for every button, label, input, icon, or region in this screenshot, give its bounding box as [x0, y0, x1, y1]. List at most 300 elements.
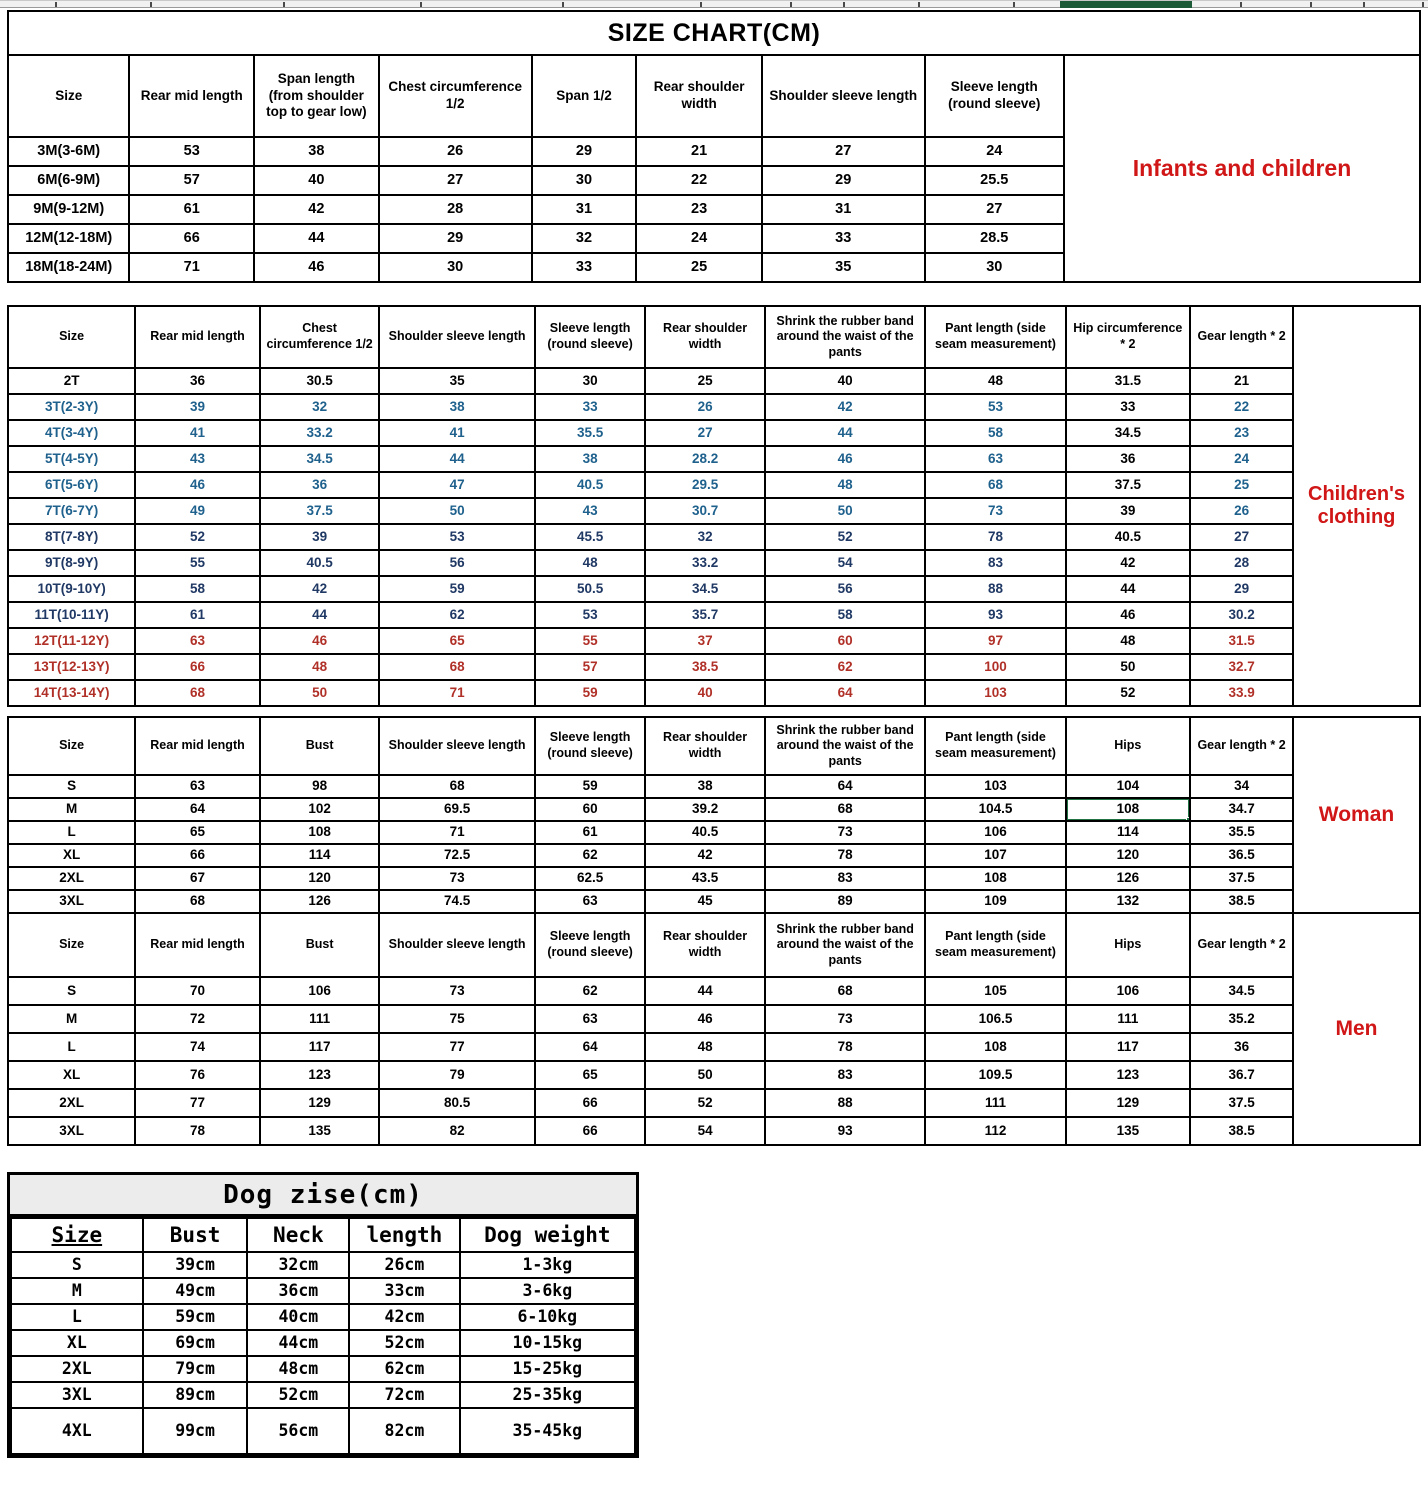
row-size-label: 4XL	[11, 1408, 143, 1454]
table-cell: 40.5	[260, 550, 380, 576]
table-cell: 30	[535, 368, 646, 394]
row-size-label: 13T(12-13Y)	[8, 654, 135, 680]
table-cell: 40	[645, 680, 765, 706]
table-cell: 126	[1066, 867, 1191, 890]
table-cell: 23	[1190, 420, 1293, 446]
table-cell: 27	[762, 137, 925, 166]
row-size-label: 11T(10-11Y)	[8, 602, 135, 628]
table-cell: 30	[379, 253, 532, 282]
table-cell: 129	[260, 1089, 380, 1117]
row-size-label: 3XL	[11, 1382, 143, 1408]
table-row	[8, 446, 1293, 472]
table-cell: 78	[925, 524, 1065, 550]
header-row	[8, 306, 1293, 368]
table-cell: 33.2	[260, 420, 380, 446]
selection-handle-icon	[1186, 817, 1190, 821]
table-row	[8, 524, 1293, 550]
table-cell: 66	[135, 844, 260, 867]
dog-section	[7, 1172, 639, 1458]
table-cell: 30.7	[645, 498, 765, 524]
column-gridline-tick	[918, 2, 920, 7]
table-cell: 114	[1066, 821, 1191, 844]
table-cell: 59cm	[143, 1304, 248, 1330]
table-cell: 37.5	[1190, 867, 1293, 890]
table-cell: 59	[535, 775, 646, 798]
row-size-label: 12M(12-18M)	[8, 224, 129, 253]
table-cell: 73	[379, 867, 534, 890]
table-cell: 36.7	[1190, 1061, 1293, 1089]
table-cell: 33	[1066, 394, 1191, 420]
table-cell: 73	[379, 977, 534, 1005]
table-cell: 126	[260, 890, 380, 913]
column-gridline-tick	[700, 2, 702, 7]
table-cell: 28.5	[925, 224, 1064, 253]
table-cell: 30.2	[1190, 602, 1293, 628]
column-header: Rear shoulder width	[645, 913, 765, 977]
row-size-label: L	[8, 821, 135, 844]
table-cell: 36	[1066, 446, 1191, 472]
table-row	[11, 1304, 635, 1330]
table-cell: 67	[135, 867, 260, 890]
table-row	[11, 1356, 635, 1382]
table-cell: 50	[260, 680, 380, 706]
table-row	[8, 821, 1293, 844]
table-cell: 66	[135, 654, 260, 680]
table-cell: 32cm	[247, 1252, 349, 1278]
table-cell: 40	[254, 166, 379, 195]
column-header: Shoulder sleeve length	[379, 913, 534, 977]
column-header: Hips	[1066, 913, 1191, 977]
row-size-label: 2XL	[8, 867, 135, 890]
row-size-label: 12T(11-12Y)	[8, 628, 135, 654]
column-header: Size	[8, 306, 135, 368]
table-cell: 24	[925, 137, 1064, 166]
table-cell: 117	[1066, 1033, 1191, 1061]
table-cell: 27	[379, 166, 532, 195]
table-row	[8, 137, 1064, 166]
table-row	[8, 394, 1293, 420]
table-row	[8, 166, 1064, 195]
table-cell: 112	[925, 1117, 1065, 1145]
table-cell: 22	[636, 166, 762, 195]
table-row	[8, 844, 1293, 867]
table-cell: 66	[535, 1117, 646, 1145]
table-cell: 39cm	[143, 1252, 248, 1278]
selected-cell: 108	[1066, 798, 1191, 821]
table-row	[8, 1033, 1293, 1061]
table-cell: 35	[379, 368, 534, 394]
column-gridline-tick	[1013, 2, 1015, 7]
table-cell: 29	[532, 137, 637, 166]
group-label-infants: Infants and children	[1063, 54, 1421, 283]
table-cell: 48	[765, 472, 926, 498]
table-cell: 64	[135, 798, 260, 821]
table-cell: 30.5	[260, 368, 380, 394]
table-cell: 43	[535, 498, 646, 524]
table-cell: 50	[645, 1061, 765, 1089]
row-size-label: 2T	[8, 368, 135, 394]
table-cell: 88	[765, 1089, 926, 1117]
table-cell: 38.5	[645, 654, 765, 680]
column-gridline-tick	[55, 2, 57, 7]
table-cell: 3-6kg	[460, 1278, 635, 1304]
table-cell: 59	[535, 680, 646, 706]
table-cell: 44	[254, 224, 379, 253]
table-cell: 26	[1190, 498, 1293, 524]
table-cell: 40.5	[645, 821, 765, 844]
infants-size-table	[7, 54, 1065, 283]
table-cell: 34.5	[1066, 420, 1191, 446]
column-header: Sleeve length (round sleeve)	[925, 55, 1064, 137]
table-cell: 27	[645, 420, 765, 446]
table-cell: 44cm	[247, 1330, 349, 1356]
table-cell: 33.9	[1190, 680, 1293, 706]
row-size-label: 6T(5-6Y)	[8, 472, 135, 498]
table-cell: 78	[765, 1033, 926, 1061]
table-cell: 49cm	[143, 1278, 248, 1304]
column-header: Hips	[1066, 717, 1191, 775]
table-cell: 35.5	[1190, 821, 1293, 844]
table-cell: 63	[135, 628, 260, 654]
table-cell: 53	[129, 137, 254, 166]
table-cell: 62	[535, 977, 646, 1005]
table-cell: 109.5	[925, 1061, 1065, 1089]
table-cell: 42cm	[349, 1304, 459, 1330]
header-row	[11, 1218, 635, 1252]
table-cell: 35-45kg	[460, 1408, 635, 1454]
table-cell: 24	[1190, 446, 1293, 472]
table-cell: 46	[254, 253, 379, 282]
table-cell: 63	[535, 1005, 646, 1033]
table-cell: 106	[1066, 977, 1191, 1005]
column-header: Bust	[143, 1218, 248, 1252]
table-cell: 73	[925, 498, 1065, 524]
table-row	[11, 1382, 635, 1408]
table-cell: 34.7	[1190, 798, 1293, 821]
table-cell: 44	[645, 977, 765, 1005]
table-cell: 61	[129, 195, 254, 224]
column-header: Pant length (side seam measurement)	[925, 913, 1065, 977]
table-cell: 80.5	[379, 1089, 534, 1117]
column-gridline-tick	[1310, 2, 1312, 7]
table-cell: 38	[535, 446, 646, 472]
row-size-label: 3T(2-3Y)	[8, 394, 135, 420]
table-cell: 49	[135, 498, 260, 524]
table-cell: 54	[645, 1117, 765, 1145]
table-cell: 15-25kg	[460, 1356, 635, 1382]
column-header: Size	[8, 913, 135, 977]
table-row	[8, 890, 1293, 913]
table-cell: 75	[379, 1005, 534, 1033]
column-header: Rear mid length	[129, 55, 254, 137]
row-size-label: M	[8, 1005, 135, 1033]
table-cell: 82cm	[349, 1408, 459, 1454]
table-cell: 40.5	[535, 472, 646, 498]
table-cell: 72	[135, 1005, 260, 1033]
table-cell: 34.5	[645, 576, 765, 602]
table-cell: 30	[925, 253, 1064, 282]
row-size-label: 18M(18-24M)	[8, 253, 129, 282]
table-cell: 72.5	[379, 844, 534, 867]
table-cell: 46	[260, 628, 380, 654]
table-cell: 39	[1066, 498, 1191, 524]
column-header: Gear length * 2	[1190, 913, 1293, 977]
table-cell: 26cm	[349, 1252, 459, 1278]
table-cell: 52	[135, 524, 260, 550]
column-gridline-tick	[1422, 2, 1424, 7]
table-row	[8, 224, 1064, 253]
row-size-label: 2XL	[8, 1089, 135, 1117]
column-header: Rear mid length	[135, 717, 260, 775]
table-cell: 57	[129, 166, 254, 195]
table-cell: 68	[135, 890, 260, 913]
table-cell: 105	[925, 977, 1065, 1005]
table-cell: 32.7	[1190, 654, 1293, 680]
page-title: SIZE CHART(CM)	[7, 10, 1421, 56]
table-cell: 106	[925, 821, 1065, 844]
table-cell: 10-15kg	[460, 1330, 635, 1356]
row-size-label: M	[11, 1278, 143, 1304]
table-cell: 28.2	[645, 446, 765, 472]
table-cell: 68	[925, 472, 1065, 498]
table-cell: 54	[765, 550, 926, 576]
table-cell: 106	[260, 977, 380, 1005]
table-cell: 71	[129, 253, 254, 282]
table-row	[8, 195, 1064, 224]
row-size-label: 7T(6-7Y)	[8, 498, 135, 524]
column-header: Chest circumference 1/2	[260, 306, 380, 368]
women-size-table	[7, 716, 1294, 914]
table-cell: 53	[535, 602, 646, 628]
table-cell: 69cm	[143, 1330, 248, 1356]
table-cell: 25.5	[925, 166, 1064, 195]
table-cell: 117	[260, 1033, 380, 1061]
table-row	[11, 1408, 635, 1454]
row-size-label: 9T(8-9Y)	[8, 550, 135, 576]
table-cell: 68	[135, 680, 260, 706]
row-size-label: 3XL	[8, 1117, 135, 1145]
table-cell: 103	[925, 680, 1065, 706]
table-cell: 65	[135, 821, 260, 844]
table-cell: 24	[636, 224, 762, 253]
table-cell: 25	[1190, 472, 1293, 498]
children-section	[7, 305, 1421, 707]
table-cell: 37	[645, 628, 765, 654]
table-cell: 68	[765, 977, 926, 1005]
table-cell: 42	[765, 394, 926, 420]
dog-table-title: Dog zise(cm)	[10, 1175, 636, 1217]
table-row	[8, 576, 1293, 602]
table-cell: 27	[1190, 524, 1293, 550]
table-cell: 52cm	[349, 1330, 459, 1356]
men-section	[7, 912, 1421, 1146]
table-cell: 56	[765, 576, 926, 602]
row-size-label: 6M(6-9M)	[8, 166, 129, 195]
table-cell: 82	[379, 1117, 534, 1145]
table-cell: 120	[1066, 844, 1191, 867]
row-size-label: XL	[8, 844, 135, 867]
column-header: Shoulder sleeve length	[762, 55, 925, 137]
table-row	[11, 1330, 635, 1356]
table-cell: 32	[532, 224, 637, 253]
table-cell: 93	[765, 1117, 926, 1145]
table-cell: 78	[135, 1117, 260, 1145]
column-header: Shrink the rubber band around the waist of the pants	[765, 717, 926, 775]
table-cell: 53	[925, 394, 1065, 420]
table-cell: 31	[762, 195, 925, 224]
table-cell: 22	[1190, 394, 1293, 420]
table-cell: 34.5	[260, 446, 380, 472]
table-cell: 44	[260, 602, 380, 628]
table-row	[8, 654, 1293, 680]
table-cell: 50	[1066, 654, 1191, 680]
table-cell: 42	[260, 576, 380, 602]
table-cell: 77	[379, 1033, 534, 1061]
table-cell: 29	[379, 224, 532, 253]
row-size-label: 5T(4-5Y)	[8, 446, 135, 472]
column-header: Rear shoulder width	[645, 306, 765, 368]
table-cell: 123	[1066, 1061, 1191, 1089]
table-cell: 25	[645, 368, 765, 394]
table-cell: 83	[765, 867, 926, 890]
table-cell: 58	[135, 576, 260, 602]
table-cell: 111	[925, 1089, 1065, 1117]
table-row	[8, 472, 1293, 498]
row-size-label: L	[11, 1304, 143, 1330]
table-cell: 52	[765, 524, 926, 550]
table-cell: 48	[535, 550, 646, 576]
table-cell: 58	[765, 602, 926, 628]
table-row	[8, 602, 1293, 628]
table-cell: 65	[535, 1061, 646, 1089]
group-label-woman: Woman	[1292, 716, 1421, 914]
table-cell: 64	[765, 775, 926, 798]
table-cell: 32	[645, 524, 765, 550]
table-cell: 35.5	[535, 420, 646, 446]
table-cell: 66	[535, 1089, 646, 1117]
row-size-label: 3M(3-6M)	[8, 137, 129, 166]
table-cell: 28	[1190, 550, 1293, 576]
table-cell: 33	[762, 224, 925, 253]
table-cell: 34	[1190, 775, 1293, 798]
row-size-label: 10T(9-10Y)	[8, 576, 135, 602]
header-row	[8, 913, 1293, 977]
table-cell: 35.2	[1190, 1005, 1293, 1033]
table-cell: 68	[379, 654, 534, 680]
table-cell: 39	[135, 394, 260, 420]
table-cell: 63	[135, 775, 260, 798]
table-cell: 46	[645, 1005, 765, 1033]
table-cell: 43	[135, 446, 260, 472]
table-cell: 71	[379, 821, 534, 844]
infants-section	[7, 10, 1421, 283]
column-gridline-tick	[283, 2, 285, 7]
table-cell: 37.5	[260, 498, 380, 524]
column-header: Sleeve length (round sleeve)	[535, 717, 646, 775]
table-cell: 52cm	[247, 1382, 349, 1408]
table-row	[8, 550, 1293, 576]
table-cell: 34.5	[1190, 977, 1293, 1005]
table-cell: 42	[1066, 550, 1191, 576]
table-cell: 26	[379, 137, 532, 166]
column-gridline-tick	[150, 2, 152, 7]
table-cell: 62.5	[535, 867, 646, 890]
table-cell: 29	[1190, 576, 1293, 602]
table-row	[11, 1278, 635, 1304]
table-cell: 64	[765, 680, 926, 706]
row-size-label: 2XL	[11, 1356, 143, 1382]
table-cell: 31.5	[1066, 368, 1191, 394]
table-cell: 76	[135, 1061, 260, 1089]
table-cell: 61	[135, 602, 260, 628]
column-header: Gear length * 2	[1190, 717, 1293, 775]
table-cell: 104	[1066, 775, 1191, 798]
column-header: length	[349, 1218, 459, 1252]
table-cell: 57	[535, 654, 646, 680]
table-cell: 29	[762, 166, 925, 195]
column-header: Sleeve length (round sleeve)	[535, 306, 646, 368]
column-header: Span length (from shoulder top to gear low)	[254, 55, 379, 137]
column-header: Sleeve length (round sleeve)	[535, 913, 646, 977]
table-cell: 59	[379, 576, 534, 602]
table-cell: 42	[254, 195, 379, 224]
table-cell: 25	[636, 253, 762, 282]
selected-columns-highlight	[1060, 1, 1192, 8]
row-size-label: 9M(9-12M)	[8, 195, 129, 224]
table-cell: 21	[1190, 368, 1293, 394]
table-cell: 88	[925, 576, 1065, 602]
table-cell: 68	[765, 798, 926, 821]
table-cell: 36.5	[1190, 844, 1293, 867]
dog-size-table	[10, 1217, 636, 1455]
table-cell: 60	[535, 798, 646, 821]
column-header: Bust	[260, 717, 380, 775]
table-cell: 50.5	[535, 576, 646, 602]
column-header: Size	[8, 55, 129, 137]
table-cell: 55	[535, 628, 646, 654]
table-cell: 66	[129, 224, 254, 253]
table-cell: 38	[645, 775, 765, 798]
table-cell: 106.5	[925, 1005, 1065, 1033]
table-cell: 111	[260, 1005, 380, 1033]
table-cell: 89	[765, 890, 926, 913]
table-cell: 50	[379, 498, 534, 524]
row-size-label: 4T(3-4Y)	[8, 420, 135, 446]
column-header: Gear length * 2	[1190, 306, 1293, 368]
table-cell: 36	[135, 368, 260, 394]
table-cell: 61	[535, 821, 646, 844]
table-row	[8, 253, 1064, 282]
table-cell: 46	[765, 446, 926, 472]
table-cell: 93	[925, 602, 1065, 628]
table-cell: 62	[765, 654, 926, 680]
table-cell: 68	[379, 775, 534, 798]
column-header: Span 1/2	[532, 55, 637, 137]
table-cell: 100	[925, 654, 1065, 680]
table-cell: 33	[535, 394, 646, 420]
table-row	[8, 1005, 1293, 1033]
row-size-label: 8T(7-8Y)	[8, 524, 135, 550]
table-cell: 35.7	[645, 602, 765, 628]
table-cell: 83	[765, 1061, 926, 1089]
table-cell: 89cm	[143, 1382, 248, 1408]
table-cell: 132	[1066, 890, 1191, 913]
table-row	[8, 798, 1293, 821]
table-row	[8, 1089, 1293, 1117]
table-cell: 62	[535, 844, 646, 867]
table-cell: 6-10kg	[460, 1304, 635, 1330]
column-header: Shoulder sleeve length	[379, 306, 534, 368]
